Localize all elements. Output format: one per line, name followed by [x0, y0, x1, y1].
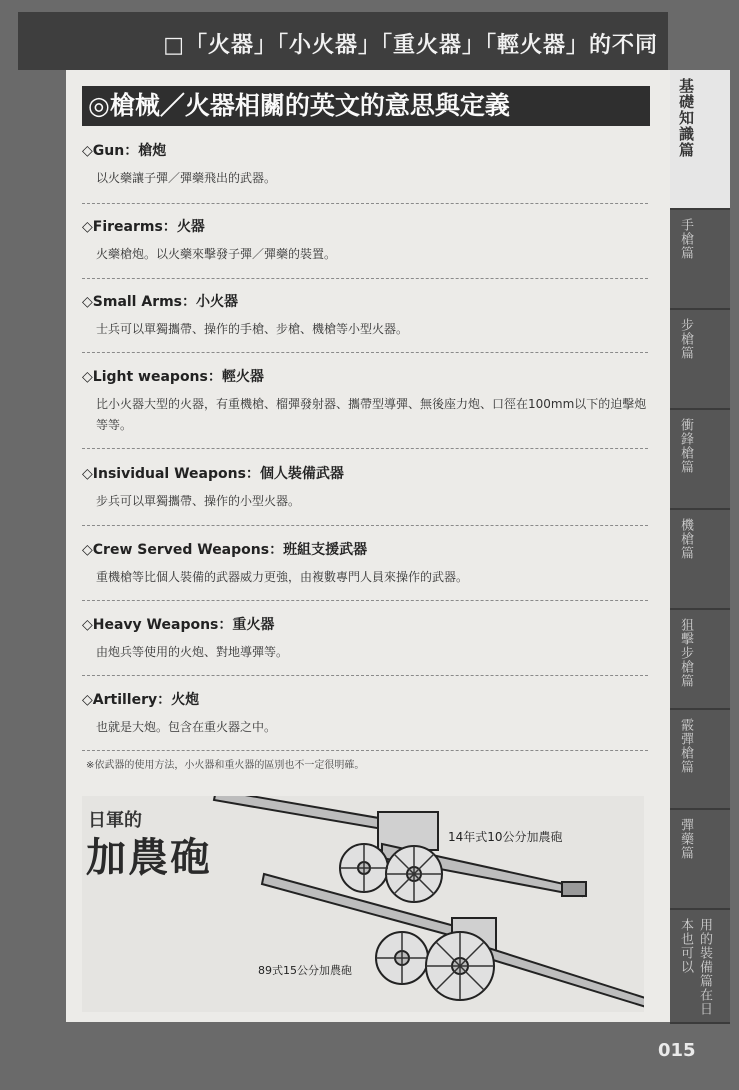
- term-light-weapons: [82, 366, 648, 436]
- term-description: 火藥槍炮。以火藥來擊發子彈／彈藥的裝置。: [96, 247, 337, 261]
- term-heavy-weapons: [82, 614, 648, 663]
- term-small-arms: [82, 291, 648, 340]
- term-english: ◇Crew Served Weapons：: [82, 542, 284, 558]
- side-chapter-tabs: [670, 70, 730, 1022]
- term-heading: [82, 140, 648, 160]
- divider: [82, 600, 648, 601]
- tab-label: 狙擊步槍篇: [678, 618, 693, 688]
- term-english: ◇Small Arms：: [82, 294, 197, 310]
- term-heading: [82, 216, 648, 236]
- term-description: 由炮兵等使用的火炮、對地導彈等。: [96, 645, 289, 659]
- divider: [82, 278, 648, 279]
- tab-label: 彈藥篇: [678, 818, 693, 860]
- term-heading: [82, 689, 648, 709]
- illustration-title: 加農砲: [86, 835, 212, 881]
- tab-label: 步槍篇: [678, 318, 693, 360]
- tab-label: 衝鋒槍篇: [678, 418, 693, 474]
- term-description: 以火藥讓子彈／彈藥飛出的武器。: [96, 171, 277, 185]
- divider: [82, 203, 648, 204]
- tab-label: 霰彈槍篇: [678, 718, 693, 774]
- chapter-header: [18, 12, 668, 70]
- term-chinese: 火炮: [171, 692, 200, 708]
- term-chinese: 輕火器: [221, 369, 264, 385]
- term-heading: [82, 291, 648, 311]
- term-firearms: [82, 216, 648, 265]
- divider: [82, 750, 648, 751]
- term-english: ◇Light weapons：: [82, 369, 222, 385]
- divider: [82, 675, 648, 676]
- term-chinese: 重火器: [232, 617, 275, 633]
- term-description: 也就是大炮。包含在重火器之中。: [96, 720, 277, 734]
- tab-ammo[interactable]: [670, 810, 730, 910]
- tab-pistol[interactable]: [670, 210, 730, 310]
- term-english: ◇Insividual Weapons：: [82, 466, 260, 482]
- divider: [82, 448, 648, 449]
- term-chinese: 小火器: [196, 294, 239, 310]
- footnote: ※依武器的使用方法，小火器和重火器的區別也不一定很明確。: [86, 760, 365, 771]
- tab-sniper[interactable]: [670, 610, 730, 710]
- tab-basics[interactable]: [670, 70, 730, 210]
- term-english: ◇Artillery：: [82, 692, 172, 708]
- term-description: 比小火器大型的火器，有重機槍、榴彈發射器、攜帶型導彈、無後座力炮、口徑在100mm以下的迫擊炮等等。: [96, 397, 647, 432]
- section-title: ◎槍械／火器相關的英文的意思與定義: [82, 86, 650, 126]
- term-chinese: 火器: [176, 219, 205, 235]
- term-heading: [82, 463, 648, 483]
- term-heading: [82, 614, 648, 634]
- tab-label: 基礎知識篇: [677, 78, 695, 158]
- term-chinese: 個人裝備武器: [259, 466, 344, 482]
- term-description: 步兵可以單獨攜帶、操作的小型火器。: [96, 494, 301, 508]
- page-number: 015: [658, 1040, 696, 1061]
- term-individual-weapons: [82, 463, 648, 512]
- term-english: ◇Heavy Weapons：: [82, 617, 233, 633]
- caption-type14-cannon: 14年式10公分加農砲: [448, 830, 563, 844]
- tab-label: 用的裝備篇在日本也可以: [678, 918, 712, 1016]
- tab-equipment-japan[interactable]: [670, 910, 730, 1024]
- tab-label: 機槍篇: [678, 518, 693, 560]
- term-heading: [82, 366, 648, 386]
- divider: [82, 352, 648, 353]
- caption-type89-cannon: 89式15公分加農砲: [258, 964, 352, 977]
- term-crew-served-weapons: [82, 539, 648, 588]
- term-gun: [82, 140, 648, 189]
- term-heading: [82, 539, 648, 559]
- tab-smg[interactable]: [670, 410, 730, 510]
- cannon-illustration-box: [82, 796, 644, 1012]
- term-description: 重機槍等比個人裝備的武器威力更強，由複數專門人員來操作的武器。: [96, 570, 469, 584]
- tab-rifle[interactable]: [670, 310, 730, 410]
- tab-label: 手槍篇: [678, 218, 693, 260]
- divider: [82, 525, 648, 526]
- content-panel: [66, 70, 670, 1022]
- term-english: ◇Firearms：: [82, 219, 177, 235]
- tab-shotgun[interactable]: [670, 710, 730, 810]
- term-artillery: [82, 689, 648, 738]
- illustration-kicker: 日軍的: [88, 810, 142, 831]
- chapter-title: □「火器」「小火器」「重火器」「輕火器」的不同: [163, 33, 658, 58]
- term-english: ◇Gun：: [82, 143, 139, 159]
- term-chinese: 槍炮: [138, 143, 167, 159]
- term-chinese: 班組支援武器: [283, 542, 368, 558]
- term-description: 士兵可以單獨攜帶、操作的手槍、步槍、機槍等小型火器。: [96, 322, 409, 336]
- tab-machine-gun[interactable]: [670, 510, 730, 610]
